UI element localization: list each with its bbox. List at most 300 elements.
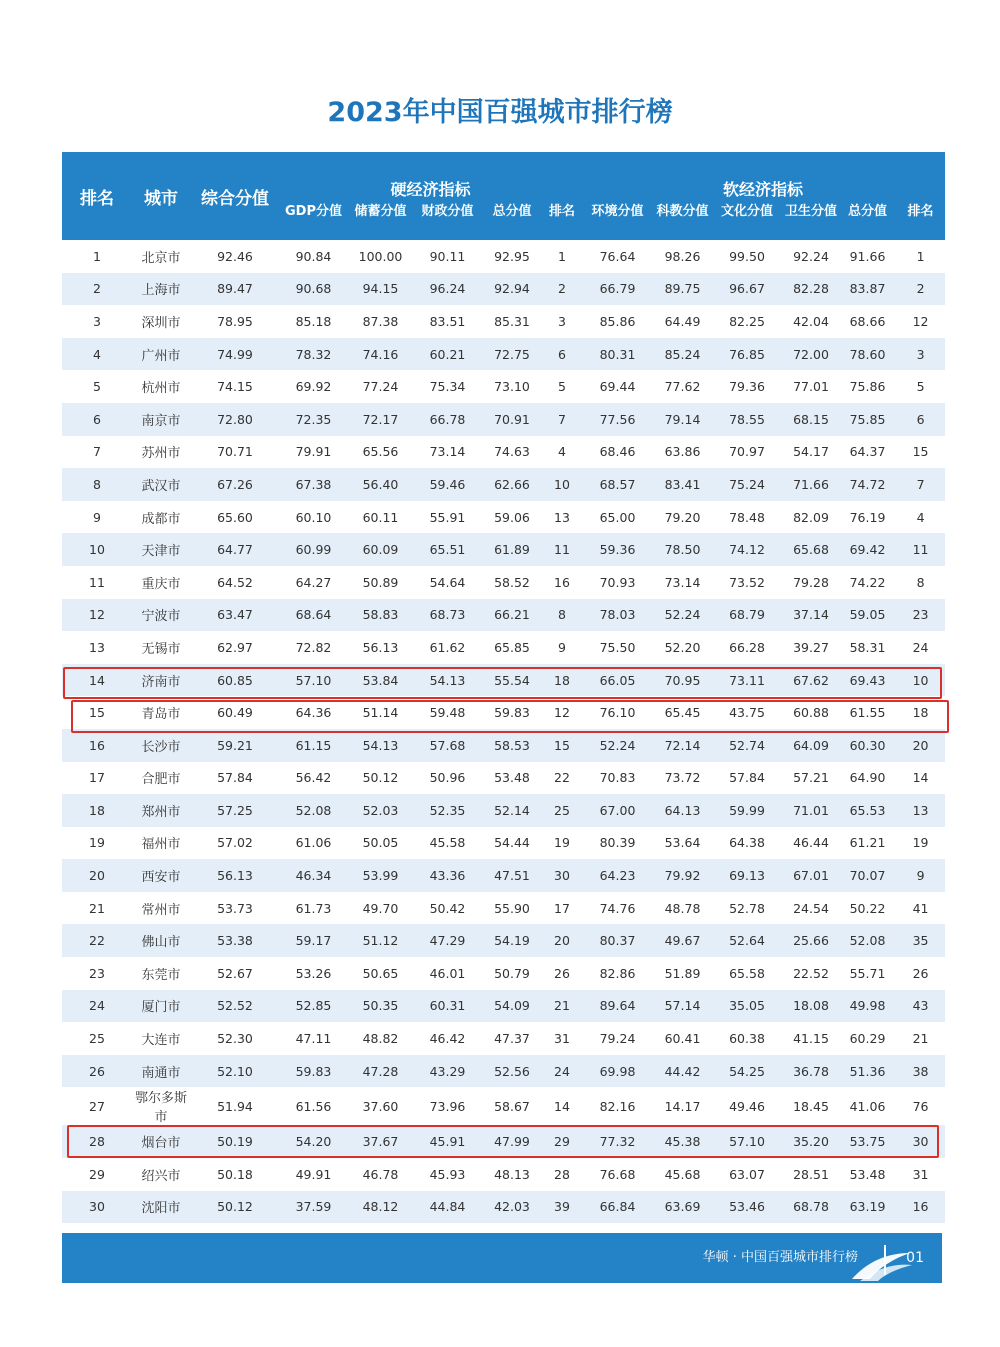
cell-environment: 69.44 [599,379,636,395]
table-row [62,1191,945,1224]
cell-fiscal: 50.96 [429,770,466,786]
cell-environment: 64.23 [599,868,636,884]
cell-rank: 26 [89,1063,105,1079]
table-row [62,1022,945,1055]
table-row [62,957,945,990]
table-row [62,729,945,762]
cell-environment: 69.98 [599,1063,636,1079]
cell-gdp: 56.42 [295,770,332,786]
cell-environment: 52.24 [599,737,636,753]
cell-savings: 56.40 [362,476,399,492]
cell-environment: 74.76 [599,900,636,916]
cell-gdp: 54.20 [295,1134,332,1150]
cell-rank: 20 [89,868,105,884]
cell-hard-rank: 6 [558,346,566,362]
cell-savings: 50.12 [362,770,399,786]
cell-soft-total: 63.19 [849,1199,886,1215]
cell-health: 24.54 [793,900,829,916]
cell-soft-total: 41.06 [849,1098,886,1114]
cell-education: 64.49 [664,313,701,329]
cell-hard-total: 65.85 [494,639,530,655]
cell-education: 14.17 [664,1098,701,1114]
cell-culture: 57.10 [729,1134,765,1150]
cell-fiscal: 59.48 [429,705,466,721]
table-row [62,599,945,632]
cell-city: 郑州市 [141,804,181,820]
header-overall-score: 综合分值 [201,188,269,209]
cell-education: 52.24 [664,607,701,623]
cell-rank: 14 [89,672,105,688]
cell-fiscal: 59.46 [429,476,466,492]
ranking-table [62,152,945,1223]
cell-savings: 53.99 [362,868,399,884]
cell-gdp: 61.73 [295,900,332,916]
cell-savings: 94.15 [362,281,399,297]
header-soft-total: 总分值 [848,204,888,219]
cell-hard-total: 92.94 [494,281,530,297]
table-row [62,696,945,729]
cell-environment: 67.00 [599,802,636,818]
header-soft-environment: 环境分值 [591,204,644,219]
cell-fiscal: 57.68 [429,737,466,753]
cell-fiscal: 75.34 [429,379,466,395]
cell-savings: 54.13 [362,737,399,753]
cell-culture: 74.12 [729,542,765,558]
cell-savings: 50.05 [362,835,399,851]
cell-overall: 50.18 [217,1166,253,1182]
cell-fiscal: 43.29 [429,1063,466,1079]
cell-hard-rank: 8 [558,607,566,623]
cell-savings: 72.17 [362,411,399,427]
cell-soft-rank: 20 [912,737,929,753]
header-hard-economy-group: 硬经济指标 [390,180,471,199]
cell-soft-total: 59.05 [849,607,886,623]
cell-hard-total: 58.53 [494,737,530,753]
cell-rank: 11 [89,574,105,590]
cell-hard-rank: 30 [554,868,570,884]
cell-soft-total: 76.19 [849,509,886,525]
cell-education: 73.14 [664,574,701,590]
cell-overall: 53.73 [217,900,253,916]
cell-soft-rank: 38 [912,1063,929,1079]
cell-hard-total: 47.51 [494,868,530,884]
table-row [62,468,945,501]
cell-hard-total: 48.13 [494,1166,530,1182]
cell-city: 常州市 [141,902,181,918]
cell-hard-total: 54.44 [494,835,530,851]
cell-hard-total: 85.31 [494,313,530,329]
table-row [62,370,945,403]
cell-fiscal: 45.91 [429,1134,466,1150]
cell-fiscal: 60.21 [429,346,466,362]
cell-savings: 52.03 [362,802,399,818]
cell-city: 青岛市 [141,707,181,723]
cell-hard-rank: 11 [554,542,570,558]
cell-overall: 60.85 [217,672,253,688]
cell-education: 78.50 [664,542,701,558]
cell-soft-total: 70.07 [849,868,886,884]
cell-hard-total: 92.95 [494,248,530,264]
cell-education: 49.67 [664,933,701,949]
cell-culture: 73.52 [729,574,765,590]
cell-gdp: 59.83 [295,1063,332,1079]
cell-rank: 28 [89,1134,105,1150]
cell-savings: 74.16 [362,346,399,362]
header-soft-health: 卫生分值 [785,204,838,219]
header-hard-gdp: GDP分值 [285,204,342,219]
footer-page-number: 01 [906,1250,924,1266]
cell-environment: 78.03 [599,607,636,623]
cell-overall: 53.38 [217,933,253,949]
cell-hard-rank: 20 [554,933,570,949]
cell-soft-rank: 21 [912,1031,929,1047]
cell-hard-rank: 3 [558,313,566,329]
cell-fiscal: 55.91 [429,509,466,525]
cell-soft-rank: 24 [912,639,929,655]
cell-education: 72.14 [664,737,701,753]
cell-environment: 77.56 [599,411,636,427]
cell-environment: 76.10 [599,705,636,721]
cell-health: 18.08 [793,998,829,1014]
cell-hard-total: 58.67 [494,1098,530,1114]
cell-city: 宁波市 [141,609,181,625]
cell-soft-total: 53.48 [849,1166,886,1182]
cell-savings: 65.56 [362,444,399,460]
cell-health: 39.27 [793,639,829,655]
footer-brand-text: 华顿 · 中国百强城市排行榜 [702,1250,858,1265]
table-row [62,240,945,273]
table-row [62,436,945,469]
cell-soft-rank: 5 [916,379,925,395]
cell-hard-total: 52.14 [494,802,530,818]
cell-culture: 76.85 [729,346,765,362]
cell-hard-total: 62.66 [494,476,530,492]
cell-health: 46.44 [793,835,829,851]
cell-gdp: 61.56 [295,1098,332,1114]
cell-rank: 9 [93,509,101,525]
cell-hard-rank: 28 [554,1166,570,1182]
header-hard-rank: 排名 [549,204,576,219]
cell-environment: 66.05 [599,672,636,688]
cell-soft-total: 52.08 [849,933,886,949]
cell-overall: 51.94 [217,1098,253,1114]
cell-culture: 60.38 [729,1031,765,1047]
cell-city: 武汉市 [141,478,181,494]
cell-environment: 70.93 [599,574,636,590]
cell-fiscal: 90.11 [429,248,466,264]
cell-soft-rank: 19 [912,835,929,851]
table-row [62,827,945,860]
table-row [62,631,945,664]
cell-environment: 68.46 [599,444,636,460]
cell-savings: 100.00 [358,248,403,264]
cell-savings: 49.70 [362,900,399,916]
cell-city: 厦门市 [141,1000,181,1016]
cell-soft-rank: 23 [912,607,929,623]
cell-rank: 6 [93,411,101,427]
cell-overall: 78.95 [217,313,253,329]
cell-soft-total: 65.53 [849,802,886,818]
cell-rank: 2 [93,281,101,297]
cell-hard-rank: 2 [558,281,566,297]
cell-health: 72.00 [793,346,829,362]
table-row [62,859,945,892]
cell-soft-total: 55.71 [849,965,886,981]
cell-soft-rank: 2 [916,281,925,297]
cell-gdp: 59.17 [295,933,332,949]
cell-soft-rank: 10 [912,672,929,688]
cell-overall: 60.49 [217,705,253,721]
cell-savings: 50.89 [362,574,399,590]
cell-rank: 4 [93,346,101,362]
cell-health: 60.88 [793,705,829,721]
cell-hard-rank: 39 [554,1199,570,1215]
cell-soft-rank: 26 [912,965,929,981]
cell-rank: 12 [89,607,105,623]
page-title: 2023年中国百强城市排行榜 [327,97,673,128]
cell-fiscal: 45.93 [429,1166,466,1182]
cell-soft-rank: 7 [916,476,925,492]
cell-soft-total: 53.75 [849,1134,886,1150]
cell-hard-total: 59.06 [494,509,530,525]
cell-rank: 22 [89,933,105,949]
cell-soft-total: 64.90 [849,770,886,786]
cell-rank: 24 [89,998,105,1014]
cell-environment: 76.68 [599,1166,636,1182]
cell-soft-rank: 8 [916,574,925,590]
cell-gdp: 47.11 [295,1031,332,1047]
cell-soft-rank: 15 [912,444,929,460]
cell-city: 绍兴市 [141,1168,181,1184]
table-row [62,501,945,534]
cell-fiscal: 60.31 [429,998,466,1014]
cell-culture: 59.99 [729,802,765,818]
cell-soft-rank: 30 [912,1134,929,1150]
cell-culture: 53.46 [729,1199,765,1215]
cell-environment: 68.57 [599,476,636,492]
cell-hard-total: 54.19 [494,933,530,949]
cell-hard-rank: 10 [554,476,570,492]
table-row [62,794,945,827]
table-row [62,566,945,599]
cell-culture: 66.28 [729,639,765,655]
cell-soft-rank: 14 [912,770,929,786]
cell-health: 77.01 [793,379,829,395]
cell-rank: 29 [89,1166,105,1182]
cell-gdp: 60.10 [295,509,332,525]
cell-gdp: 49.91 [295,1166,332,1182]
cell-hard-total: 47.99 [494,1134,530,1150]
cell-health: 37.14 [793,607,829,623]
cell-soft-total: 51.36 [849,1063,886,1079]
cell-city: 成都市 [141,511,181,527]
cell-soft-rank: 3 [916,346,925,362]
cell-culture: 73.11 [729,672,765,688]
cell-gdp: 60.99 [295,542,332,558]
cell-overall: 52.30 [217,1031,253,1047]
cell-rank: 10 [89,542,105,558]
cell-soft-rank: 4 [916,509,925,525]
cell-culture: 35.05 [729,998,765,1014]
cell-savings: 53.84 [362,672,399,688]
cell-culture: 49.46 [729,1098,765,1114]
cell-environment: 79.24 [599,1031,636,1047]
cell-gdp: 78.32 [295,346,332,362]
cell-culture: 54.25 [729,1063,765,1079]
cell-overall: 65.60 [217,509,253,525]
cell-culture: 43.75 [729,705,765,721]
cell-soft-total: 60.29 [849,1031,886,1047]
cell-savings: 50.35 [362,998,399,1014]
cell-hard-rank: 25 [554,802,570,818]
cell-savings: 37.60 [362,1098,399,1114]
cell-health: 41.15 [793,1031,829,1047]
cell-rank: 3 [93,313,101,329]
cell-hard-rank: 26 [554,965,570,981]
cell-soft-total: 50.22 [849,900,886,916]
cell-environment: 66.84 [599,1199,636,1215]
cell-fiscal: 73.96 [429,1098,466,1114]
cell-education: 65.45 [664,705,701,721]
cell-environment: 75.50 [599,639,636,655]
cell-overall: 74.15 [217,379,253,395]
table-row [62,990,945,1023]
table-row [62,273,945,306]
cell-savings: 46.78 [362,1166,399,1182]
cell-health: 22.52 [793,965,829,981]
cell-savings: 60.11 [362,509,399,525]
cell-city: 深圳市 [141,315,181,331]
cell-fiscal: 54.64 [429,574,466,590]
cell-city: 苏州市 [141,446,181,462]
cell-health: 36.78 [793,1063,829,1079]
cell-rank: 5 [93,379,101,395]
cell-health: 42.04 [793,313,829,329]
cell-environment: 59.36 [599,542,636,558]
cell-education: 79.92 [664,868,701,884]
cell-soft-total: 69.43 [849,672,886,688]
cell-hard-total: 55.54 [494,672,530,688]
cell-fiscal: 47.29 [429,933,466,949]
cell-rank: 27 [89,1098,105,1114]
table-row [62,1087,945,1125]
header-city: 城市 [144,188,178,209]
cell-gdp: 72.35 [295,411,332,427]
cell-hard-rank: 16 [554,574,570,590]
cell-health: 82.28 [793,281,829,297]
page-footer [62,1233,942,1283]
cell-rank: 19 [89,835,105,851]
cell-culture: 75.24 [729,476,765,492]
cell-city: 重庆市 [141,576,181,592]
cell-gdp: 64.36 [295,705,332,721]
cell-hard-total: 59.83 [494,705,530,721]
cell-hard-total: 58.52 [494,574,530,590]
cell-hard-rank: 18 [554,672,570,688]
cell-environment: 70.83 [599,770,636,786]
cell-gdp: 61.15 [295,737,332,753]
cell-hard-rank: 1 [558,248,566,264]
cell-culture: 57.84 [729,770,765,786]
cell-health: 64.09 [793,737,829,753]
table-row [62,338,945,371]
cell-health: 67.01 [793,868,829,884]
cell-savings: 51.12 [362,933,399,949]
cell-soft-total: 58.31 [849,639,886,655]
cell-soft-rank: 13 [912,802,929,818]
cell-hard-rank: 12 [554,705,570,721]
table-header [62,152,945,240]
cell-culture: 65.58 [729,965,765,981]
cell-gdp: 52.08 [295,802,332,818]
cell-soft-total: 83.87 [849,281,886,297]
cell-city: 佛山市 [141,935,181,951]
cell-savings: 87.38 [362,313,399,329]
cell-gdp: 85.18 [295,313,332,329]
cell-education: 52.20 [664,639,701,655]
cell-hard-rank: 17 [554,900,570,916]
cell-education: 63.86 [664,444,701,460]
cell-fiscal: 52.35 [429,802,466,818]
cell-soft-total: 61.55 [849,705,886,721]
cell-culture: 64.38 [729,835,765,851]
header-hard-savings: 储蓄分值 [354,204,407,219]
header-soft-rank: 排名 [907,204,934,219]
cell-environment: 85.86 [599,313,636,329]
cell-education: 79.20 [664,509,701,525]
cell-soft-total: 91.66 [849,248,886,264]
cell-soft-rank: 16 [912,1199,929,1215]
cell-health: 71.66 [793,476,829,492]
cell-environment: 89.64 [599,998,636,1014]
cell-gdp: 90.84 [295,248,332,264]
cell-hard-rank: 9 [558,639,566,655]
cell-overall: 57.84 [217,770,253,786]
cell-culture: 79.36 [729,379,765,395]
cell-rank: 1 [93,248,101,264]
cell-gdp: 79.91 [295,444,332,460]
cell-culture: 70.97 [729,444,765,460]
cell-city: 合肥市 [141,772,181,788]
cell-education: 60.41 [664,1031,701,1047]
cell-savings: 58.83 [362,607,399,623]
cell-hard-total: 55.90 [494,900,530,916]
cell-health: 67.62 [793,672,829,688]
cell-environment: 80.31 [599,346,636,362]
cell-city: 福州市 [141,837,181,853]
cell-hard-rank: 14 [554,1098,570,1114]
cell-soft-rank: 76 [912,1098,929,1114]
table-row [62,1125,945,1158]
cell-gdp: 67.38 [295,476,332,492]
table-body [62,240,945,1223]
cell-health: 25.66 [793,933,829,949]
cell-overall: 50.19 [217,1134,253,1150]
cell-city: 鄂尔多斯市 [134,1091,187,1126]
cell-gdp: 37.59 [295,1199,332,1215]
cell-overall: 52.67 [217,965,253,981]
cell-soft-total: 74.72 [849,476,886,492]
cell-overall: 67.26 [217,476,253,492]
cell-soft-total: 75.86 [849,379,886,395]
cell-rank: 25 [89,1031,105,1047]
cell-health: 68.15 [793,411,829,427]
cell-education: 45.68 [664,1166,701,1182]
cell-soft-rank: 11 [912,542,929,558]
cell-city: 沈阳市 [141,1201,181,1217]
cell-culture: 68.79 [729,607,765,623]
cell-savings: 60.09 [362,542,399,558]
